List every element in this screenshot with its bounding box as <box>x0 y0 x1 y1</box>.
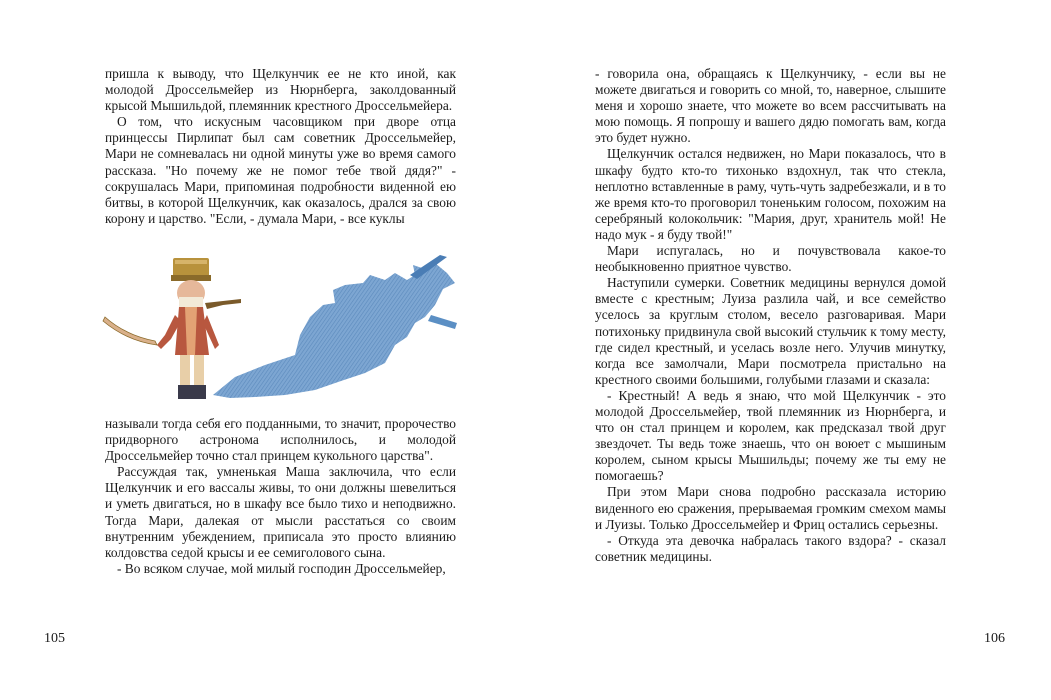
paragraph: пришла к выводу, что Щелкунчик ее не кто иной, как молодой Дроссельмейер из Нюрнберга, заколдованный крысой Мышильдой, племянник крестного Дроссельмейера. <box>105 66 456 114</box>
paragraph: Щелкунчик остался недвижен, но Мари показалось, что в шкафу будто кто-то тихонько вздохнул, так что стекла, неплотно вставленные в раму, чуть-чуть задребезжали, и в то же время кто-то проговорил тоненьким голосом, похожим на серебряный колокольчик: "Мария, друг, хранитель мой! Не надо мук - я буду твой!" <box>595 146 946 242</box>
nutcracker-with-shadow-illustration <box>95 245 465 405</box>
paragraph: - говорила она, обращаясь к Щелкунчику, - если вы не можете двигаться и говорить со мной, то, наверное, слышите меня и хорошо знаете, что можете во всем рассчитывать на мою помощь. Я попрошу и вашего дядю помогать вам, когда это будет нужно. <box>595 66 946 146</box>
page-number-right: 106 <box>984 631 1005 646</box>
paragraph: Рассуждая так, умненькая Маша заключила, что если Щелкунчик и его вассалы живы, то они должны шевелиться и уметь двигаться, но в шкафу все было тихо и неподвижно. Тогда Мари, далекая от мысли расстаться со своим внутренним убеждением, приписала это просто влиянию колдовства седой крысы и ее семиголового сына. <box>105 464 456 560</box>
left-page <box>0 0 525 700</box>
paragraph: называли тогда себя его подданными, то значит, пророчество придворного астронома исполнилось, и молодой Дроссельмейер точно стал принцем кукольного царства". <box>105 416 456 464</box>
left-top-text <box>105 66 456 227</box>
paragraph: - Откуда эта девочка набралась такого вздора? - сказал советник медицины. <box>595 532 946 564</box>
paragraph: Мари испугалась, но и почувствовала какое-то необыкновенно приятное чувство. <box>595 243 946 275</box>
right-text <box>595 66 946 565</box>
nutcracker-figure <box>103 258 241 399</box>
left-bottom-text <box>105 416 456 577</box>
paragraph: При этом Мари снова подробно рассказала историю виденного ею сражения, прерываемая громким смехом мамы и Луизы. Только Дроссельмейер и Фриц остались серьезны. <box>595 484 946 532</box>
shadow-figure <box>213 255 457 398</box>
paragraph: О том, что искусным часовщиком при дворе отца принцессы Пирлипат был сам советник Дроссельмейер, Мари не сомневалась ни одной минуты уже во время самого рассказа. "Но почему же не помог тебе твой дядя?" - сокрушалась Мари, припоминая подробности виденной ею битвы, в которой Щелкунчик, как оказалось, дрался за свою корону и царство. "Если, - думала Мари, - все куклы <box>105 114 456 226</box>
right-page <box>525 0 1051 700</box>
paragraph: Наступили сумерки. Советник медицины вернулся домой вместе с крестным; Луиза разлила чай, и все семейство уселось за круглым столом, весело разговаривая. Мари потихоньку придвинула свой высокий стульчик к тому месту, где сидел крестный, и уселась возле него. Улучив минутку, когда все замолчали, Мари посмотрела пристально на крестного своими большими, голубыми глазами и сказала: <box>595 275 946 387</box>
page-number-left: 105 <box>44 631 65 646</box>
paragraph: - Во всяком случае, мой милый господин Дроссельмейер, <box>117 560 446 576</box>
paragraph: - Крестный! А ведь я знаю, что мой Щелкунчик - это молодой Дроссельмейер, твой племянник из Нюрнберга, и что он стал принцем и королем, как предсказал твой друг звездочет. Ты ведь тоже знаешь, что он воюет с мышиным королем, сыном крысы Мышильды; почему же ты ему не помогаешь? <box>595 387 946 484</box>
